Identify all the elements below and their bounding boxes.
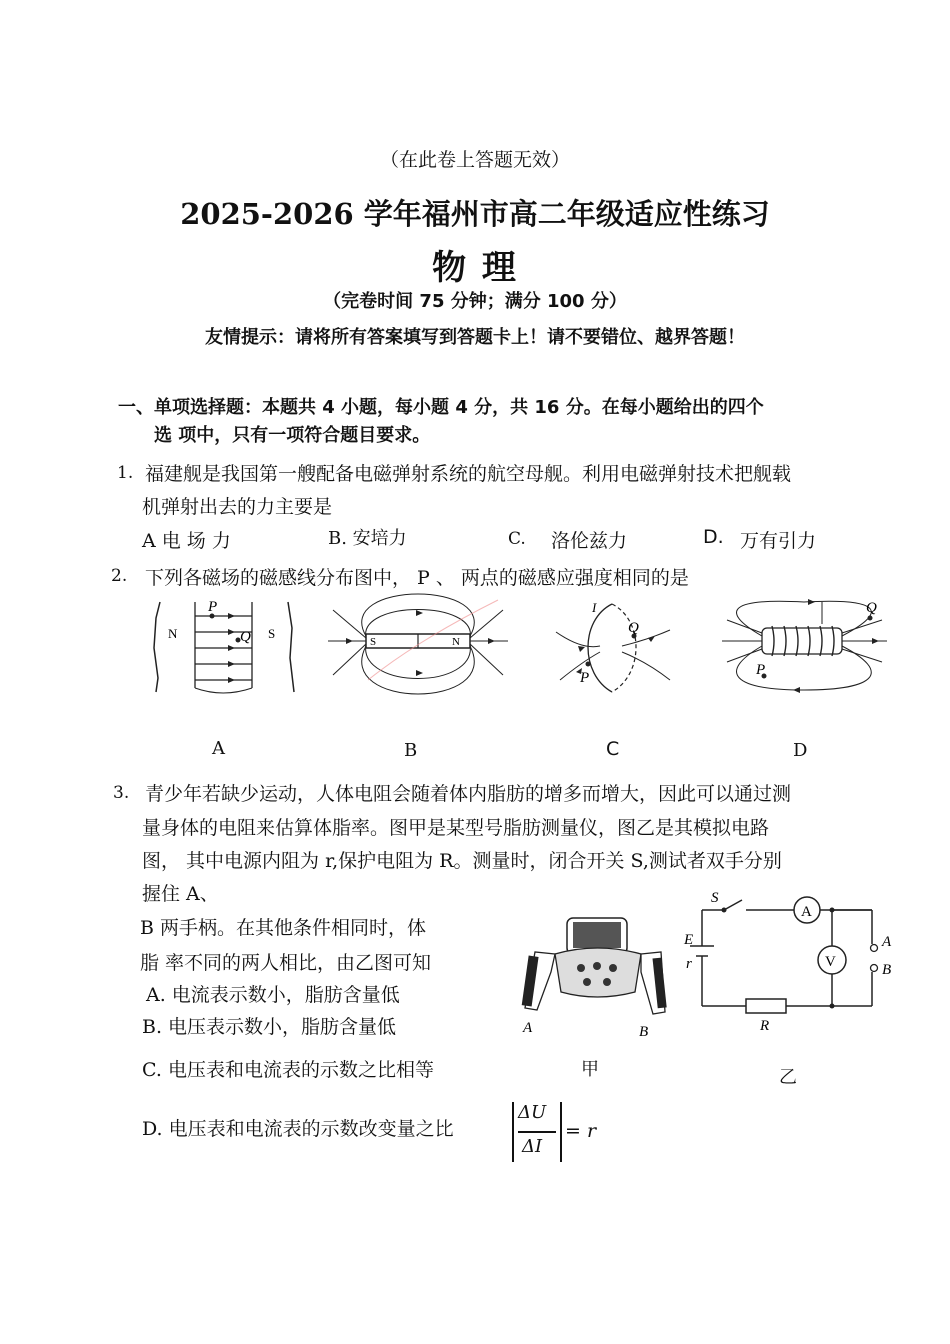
- circuit-label-b: B: [882, 962, 892, 978]
- q3-figure-yi-label: 乙: [779, 1067, 797, 1088]
- fig-a-label-s: S: [268, 626, 276, 641]
- subject-title: 物 理: [432, 248, 518, 288]
- q3-stem: 青少年若缺少运动，人体电阻会随着体内脂肪的增多而增大，因此可以通过测: [145, 783, 792, 805]
- q2-stem: 下列各磁场的磁感线分布图中， P 、 两点的磁感应强度相同的是: [145, 567, 689, 589]
- q1-option-a: A 电 场 力: [142, 530, 231, 552]
- q3-option-a: A. 电流表示数小，脂肪含量低: [146, 984, 400, 1006]
- fig-d-label-p: P: [756, 662, 766, 678]
- circuit-label-s: S: [711, 890, 719, 906]
- circuit-ammeter: A: [801, 904, 812, 920]
- q1-option-c: 洛伦兹力: [551, 530, 628, 552]
- circuit-label-a: A: [882, 934, 892, 950]
- device-label-a: A: [523, 1020, 533, 1036]
- q2-figure-label-c: C: [606, 738, 620, 760]
- circuit-label-e: E: [684, 932, 694, 948]
- q3-figure-yi-circuit: [684, 888, 899, 1034]
- q3-stem-line4: 握住 A、: [142, 883, 219, 905]
- q3-stem-line2: 量身体的电阻来估算体脂率。图甲是某型号脂肪测量仪，图乙是其模拟电路: [142, 817, 770, 839]
- q2-number: 2.: [111, 566, 128, 586]
- abs-bar-right: [560, 1102, 562, 1162]
- q2-figure-label-b: B: [404, 740, 418, 761]
- abs-bar-left: [512, 1102, 514, 1162]
- circuit-voltmeter: V: [825, 954, 836, 970]
- q1-option-b: B. 安培力: [328, 528, 407, 549]
- circuit-label-big-r: R: [760, 1018, 770, 1034]
- q3-option-c: C. 电压表和电流表的示数之比相等: [142, 1059, 434, 1081]
- q2-figure-d: [722, 600, 887, 696]
- q2-figure-b: [328, 600, 508, 696]
- q3-option-d: D. 电压表和电流表的示数改变量之比: [142, 1118, 454, 1140]
- q3-figure-jia-label: 甲: [581, 1059, 599, 1080]
- circuit-label-r: r: [686, 956, 692, 972]
- formula-denominator: ΔI: [522, 1136, 543, 1157]
- fig-d-label-q: Q: [866, 600, 877, 616]
- section-heading-cont: 选 项中，只有一项符合题目要求。: [154, 425, 431, 446]
- q1-stem-cont: 机弹射出去的力主要是: [142, 496, 333, 518]
- q3-stem-line6: 脂 率不同的两人相比，由乙图可知: [140, 952, 432, 974]
- q3-figure-jia-device: [515, 912, 665, 1042]
- fig-b-label-s: S: [370, 636, 377, 648]
- page-title: 2025-2026 学年福州市高二年级适应性练习: [180, 197, 770, 231]
- fig-c-label-p: P: [580, 670, 590, 686]
- fig-b-label-n: N: [452, 636, 460, 648]
- q3-number: 3.: [113, 783, 130, 803]
- q1-option-d-letter: D.: [703, 526, 724, 548]
- q3-stem-line5: B 两手柄。在其他条件相同时，体: [140, 917, 427, 939]
- q2-figure-label-a: A: [212, 738, 225, 759]
- device-label-b: B: [639, 1024, 649, 1040]
- q2-figure-c: [552, 600, 672, 696]
- fig-a-label-n: N: [168, 626, 178, 641]
- q2-figure-a: [150, 598, 300, 698]
- q1-option-d: 万有引力: [740, 530, 817, 552]
- q3-option-b: B. 电压表示数小，脂肪含量低: [142, 1016, 397, 1038]
- q1-stem: 福建舰是我国第一艘配备电磁弹射系统的航空母舰。利用电磁弹射技术把舰载: [145, 463, 792, 485]
- notice: （在此卷上答题无效）: [379, 149, 570, 171]
- fig-a-label-q: Q: [240, 629, 251, 645]
- formula-rhs: = r: [565, 1120, 597, 1142]
- q3-stem-line3: 图， 其中电源内阻为 r,保护电阻为 R。测量时，闭合开关 S,测试者双手分别: [142, 850, 782, 872]
- fig-c-label-i: I: [592, 600, 597, 615]
- fig-c-label-q: Q: [628, 620, 639, 636]
- q1-number: 1.: [117, 463, 134, 483]
- formula-numerator: ΔU: [518, 1102, 547, 1123]
- fig-a-label-p: P: [208, 599, 218, 615]
- reminder-text: 友情提示：请将所有答案填写到答题卡上！请不要错位、越界答题！: [205, 327, 745, 348]
- q3-formula: [512, 1100, 597, 1164]
- section-heading: 一、单项选择题：本题共 4 小题，每小题 4 分，共 16 分。在每小题给出的四个: [118, 397, 764, 418]
- exam-time-info: （完卷时间 75 分钟；满分 100 分）: [323, 291, 627, 312]
- q2-figure-label-d: D: [793, 740, 808, 761]
- q1-option-c-letter: C.: [508, 529, 526, 549]
- fraction-line: [518, 1131, 556, 1133]
